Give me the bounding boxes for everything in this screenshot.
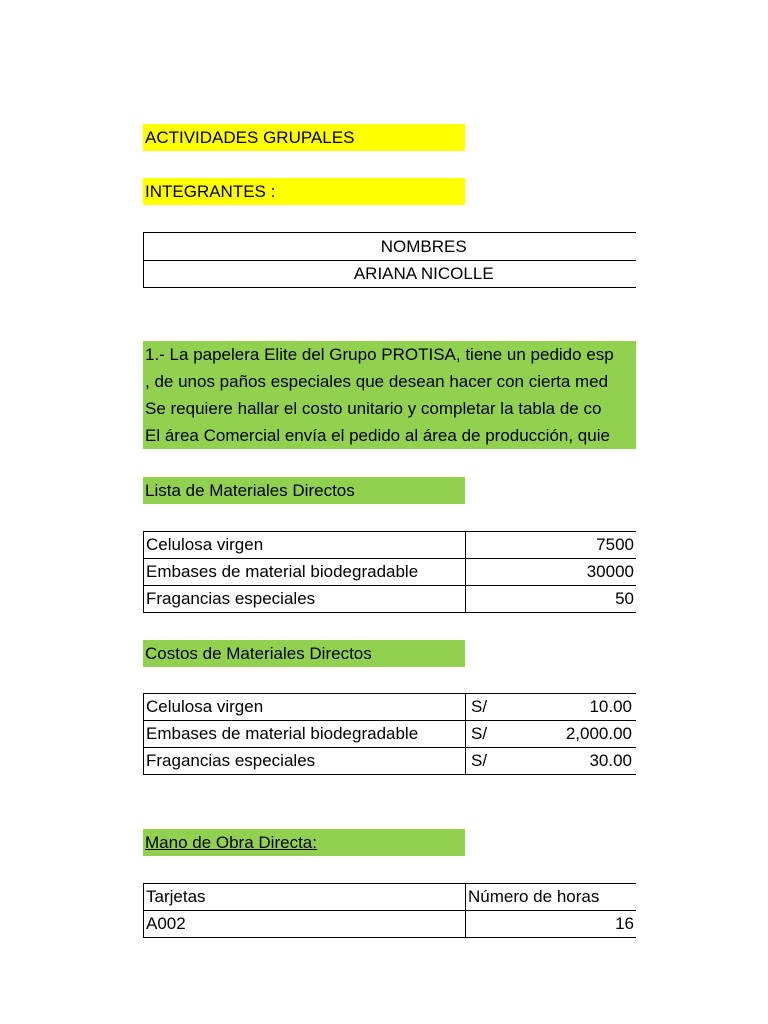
names-table [143, 232, 636, 288]
table-header-row [144, 884, 637, 911]
material-name: Fragancias especiales [144, 586, 466, 613]
currency-symbol: S/ [471, 751, 488, 770]
currency-symbol: S/ [471, 697, 488, 716]
table-row [144, 559, 637, 586]
problem-statement [143, 341, 636, 449]
table-row [144, 532, 637, 559]
table-row [144, 748, 637, 775]
labor-hours: 16 [466, 911, 637, 938]
cost-item-name: Embases de material biodegradable [144, 721, 466, 748]
problem-line: , de unos paños especiales que desean hacer con cierta med [145, 372, 609, 391]
cost-amount: 2,000.00 [565, 724, 632, 743]
table-row [144, 721, 637, 748]
members-label: INTEGRANTES : [143, 178, 465, 205]
problem-line: Se requiere hallar el costo unitario y completar la tabla de co [145, 399, 602, 418]
names-row: ARIANA NICOLLE [144, 261, 637, 288]
currency-symbol: S/ [471, 724, 488, 743]
labor-header-card: Tarjetas [144, 884, 466, 911]
material-qty: 7500 [466, 532, 637, 559]
material-qty: 30000 [466, 559, 637, 586]
cost-item-name: Fragancias especiales [144, 748, 466, 775]
table-row [144, 586, 637, 613]
problem-line: El área Comercial envía el pedido al área de producción, quie [145, 426, 610, 445]
cost-cell [466, 748, 637, 775]
cost-item-name: Celulosa virgen [144, 694, 466, 721]
labor-table [143, 883, 636, 938]
material-name: Celulosa virgen [144, 532, 466, 559]
names-header: NOMBRES [144, 233, 637, 261]
materials-costs-title: Costos de Materiales Directos [143, 640, 465, 667]
labor-header-hours: Número de horas [466, 884, 637, 911]
material-name: Embases de material biodegradable [144, 559, 466, 586]
labor-card: A002 [144, 911, 466, 938]
material-qty: 50 [466, 586, 637, 613]
cost-amount: 10.00 [589, 697, 632, 716]
materials-list-title: Lista de Materiales Directos [143, 477, 465, 504]
page-title: ACTIVIDADES GRUPALES [143, 124, 465, 151]
materials-costs-table [143, 693, 636, 775]
problem-line: 1.- La papelera Elite del Grupo PROTISA, tiene un pedido esp [145, 345, 614, 364]
cost-cell [466, 721, 637, 748]
labor-title: Mano de Obra Directa: [143, 829, 465, 856]
cost-cell [466, 694, 637, 721]
table-row [144, 694, 637, 721]
materials-list-table [143, 531, 636, 613]
cost-amount: 30.00 [589, 751, 632, 770]
table-row [144, 911, 637, 938]
